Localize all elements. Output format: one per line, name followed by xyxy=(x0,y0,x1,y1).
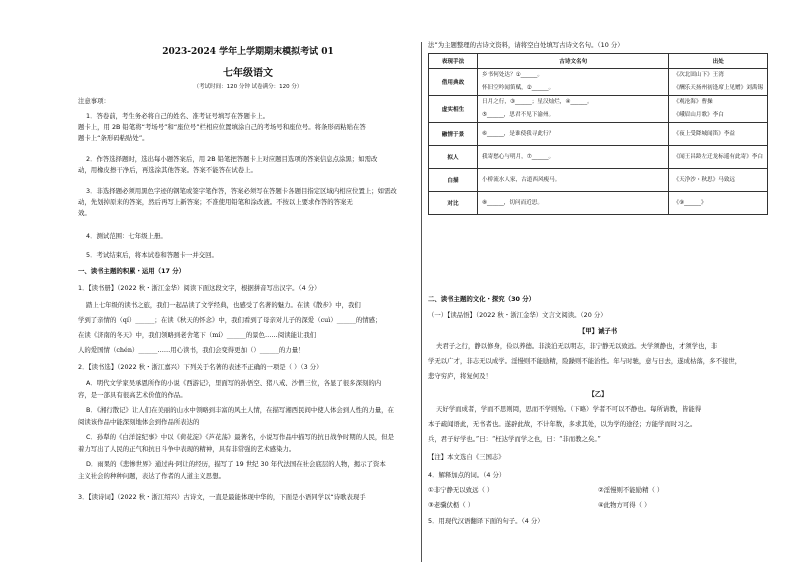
table-header: 出处 xyxy=(669,54,768,69)
poem-line: 我寄愁心与明月，⑦______。 xyxy=(482,154,555,160)
poem-line: ⑤______，思君不见下渝州。 xyxy=(482,112,555,118)
table-row xyxy=(429,96,768,123)
passage-yi-line: 本子疏闻语此，无书者也。遂辟此故，不计年数，多求其处，以为学的途径；方能学而时习之。 xyxy=(428,420,697,428)
technique-cell: 借用典故 xyxy=(429,69,478,96)
column-divider xyxy=(421,42,422,562)
passage-jia-line: 悲守穷庐，将复何及！ xyxy=(428,372,492,380)
part1-heading: 一、读书主题的积累・运用（17 分） xyxy=(78,267,185,275)
notice-line: 3．非选择题必须用黑色字迹的钢笔或签字笔作答，答案必须写在答题卡各题目指定区域内相应位置上；如需改 xyxy=(86,187,397,195)
q1-text: 踏上七年级的读书之旅，我们一起品读了文学经典，也感受了名著的魅力。在读《散步》中，我们 xyxy=(86,301,361,309)
q2-option: B．《湘行散记》让人们在美丽的山水中领略到丰富的风土人情，在描写湘西民间中使人体会到人性的力量，在 xyxy=(86,406,394,414)
technique-cell: 对比 xyxy=(429,192,478,215)
table-header: 表现手法 xyxy=(429,54,478,69)
q2-option: 阅读该作品中能深刻地体会到作品所表达的 xyxy=(78,418,200,426)
exam-info: （考试时间：120 分钟 试卷满分：120 分） xyxy=(193,84,303,90)
question-1: 1．【读书册】（2022 秋・浙江金华）阅读下面这段文字，根据拼音写出汉字。（4 分） xyxy=(78,284,321,292)
poem-line: 日月之行，③______；星汉灿烂，④______。 xyxy=(482,99,593,105)
q4-item: ④此物方可得（ ） xyxy=(598,501,651,509)
q2-option: A．明代文学家吴承恩所作的小说《西游记》，里面写的孙悟空、猪八戒、沙僧三位，各显了很多深刻的内 xyxy=(86,379,382,387)
q4-item: ③老骥伏枥（ ） xyxy=(428,501,475,509)
table-row xyxy=(429,192,768,215)
passage-jia-line: 夫君子之行，静以修身，俭以养德。非淡泊无以明志，非宁静无以致远。夫学须静也，才须学也，非 xyxy=(436,342,718,350)
technique-cell: 融情于景 xyxy=(429,123,478,146)
q2-option: D．雨果的《悲惨世界》通过冉·阿让的经历，描写了 19 世纪 30 年代法国在社会底层的人物，揭示了资本 xyxy=(86,460,386,468)
notice-line: 5．考试结束后，将本试卷和答题卡一并交回。 xyxy=(86,251,218,259)
source-line: 《峨眉山月歌》李白 xyxy=(673,112,724,118)
notice-line: 动，先划掉原来的答案，然后再写上新答案；不准使用铅笔和涂改液。不按以上要求作答的答案无 xyxy=(78,198,353,206)
technique-cell: 虚实相生 xyxy=(429,96,478,123)
notice-line: 4．测试范围：七年级上册。 xyxy=(86,232,167,240)
notice-line: 题卡上“条形码粘贴处”。 xyxy=(78,134,149,142)
notice-heading: 注意事项： xyxy=(78,97,110,105)
poem-line: ⑧______，切问而近思。 xyxy=(482,200,543,206)
passage-yi-title: 【乙】 xyxy=(588,390,608,398)
q1-text: 学到了亲情的（qí）______；在读《秋天的怀念》中，我们看到了母亲对儿子的深爱（cuì）______的情感； xyxy=(78,316,382,324)
poem-table xyxy=(428,53,768,215)
table-row xyxy=(429,169,768,192)
left-column xyxy=(78,0,418,562)
source-line: 《闻王昌龄左迁龙标遥有此寄》李白 xyxy=(673,153,763,160)
passage-note: 【注】本文选自《三国志》 xyxy=(428,453,505,461)
q4-item: ①非宁静无以致远（ ） xyxy=(428,486,494,494)
passage-jia-title: 【甲】诫子书 xyxy=(578,327,618,335)
question-4: 4．解释加点的词。（4 分） xyxy=(428,471,506,479)
question-3: 3．【读诗词】（2022 秋・浙江绍兴）古诗文，一直是最能体现中华的，下面是小语同学以“诗歌表现手 xyxy=(78,493,366,501)
q1-text: 人的爱国情（chén）______……用心读书，我们会变得更加（）______的力量！ xyxy=(78,346,305,354)
q2-option: C．孙犁的《白洋淀纪事》中以《荷花淀》《芦花荡》最著名，小说写作品中描写的抗日战争时期的人民，但是 xyxy=(86,433,395,441)
poem-line: 怀旧空吟闻笛赋，②______。 xyxy=(482,85,555,91)
poem-line: ⑥______，是谁使我寻此行？ xyxy=(482,131,555,137)
table-row xyxy=(429,146,768,169)
passage-yi-line: 兵，君子好学也。”曰：“枉达学而学之也，曰：“非而教之矣。” xyxy=(428,435,601,443)
right-column xyxy=(428,0,768,562)
exam-title: 2023-2024 学年上学期期末模拟考试 01 xyxy=(162,47,334,57)
notice-line: 1．答卷前，考生务必将自己的姓名、准考证号填写在答题卡上。 xyxy=(86,112,270,120)
source-line: 《⑨______》 xyxy=(673,199,707,206)
question-2: 2．【读书选】（2022 秋・浙江嘉兴）下列关于名著的表述不正确的一项是（ ）（3 分） xyxy=(78,363,323,371)
source-line: 《酬乐天扬州初逢席上见赠》刘禹锡 xyxy=(673,85,763,91)
part2-heading: 二、读书主题的文化・探究（30 分） xyxy=(428,295,535,303)
source-line: 《次北固山下》王湾 xyxy=(673,72,724,78)
notice-line: 效。 xyxy=(78,209,91,217)
subsection-1: （一）【读品悟】（2022 秋・浙江金华）文言文阅读。（20 分） xyxy=(428,311,607,319)
question-5: 5．用现代汉语翻译下面的句子。（4 分） xyxy=(428,517,544,525)
q2-option: 容，是一部具有很高艺术价值的作品。 xyxy=(78,391,187,399)
poem-line: 乡书何处达？①______。 xyxy=(482,72,543,78)
source-line: 《观沧海》曹操 xyxy=(673,99,713,105)
q2-option: 主义社会的种种问题，表达了作者的人道主义思想。 xyxy=(78,472,225,480)
technique-cell: 拟人 xyxy=(429,146,478,169)
source-line: 《天净沙・秋思》马致远 xyxy=(673,176,736,183)
passage-jia-line: 学无以广才，非志无以成学。淫慢则不能励精，险躁则不能治性。年与时驰，意与日去，遂成枯落，多不接世， xyxy=(428,357,742,365)
subject-title: 七年级语文 xyxy=(223,68,273,79)
q4-item: ②淫慢则不能励精（ ） xyxy=(598,486,664,494)
q2-option: 着力写出了人民的正气和抗日斗争中表现的精神，具有非常强的艺术感染力。 xyxy=(78,445,296,453)
passage-yi-line: 天好学而成者，学而不思则罔，思而不学则殆。（下略）学者不可以不静也。每所请教，皆能得 xyxy=(436,405,702,413)
notice-line: 2．作答选择题时，选出每小题答案后，用 2B 铅笔把答题卡上对应题目选项的答案信息点涂黑；如需改 xyxy=(86,155,378,163)
table-row xyxy=(429,123,768,146)
table-header: 古诗文名句 xyxy=(478,54,669,69)
q3-intro: 法”为主题整理的古诗文资料，请将空白处填写古诗文名句。（10 分） xyxy=(428,41,624,49)
notice-line: 动，用橡皮擦干净后，再选涂其他答案。答案不能答在试卷上。 xyxy=(78,166,257,174)
table-row xyxy=(429,69,768,96)
q1-text: 在读《济南的冬天》中，我们领略到老舍笔下（mí）______的景色……阅读能让我们 xyxy=(78,331,317,339)
poem-line: 小桥流水人家，古道西风瘦马。 xyxy=(482,177,561,183)
notice-line: 题卡上，用 2B 铅笔将“考场号”和“座位号”栏相应位置填涂自己的考场号和座位号。将条形码粘贴在答 xyxy=(78,123,366,131)
technique-cell: 白描 xyxy=(429,169,478,192)
source-line: 《夜上受降城闻笛》李益 xyxy=(673,130,736,137)
